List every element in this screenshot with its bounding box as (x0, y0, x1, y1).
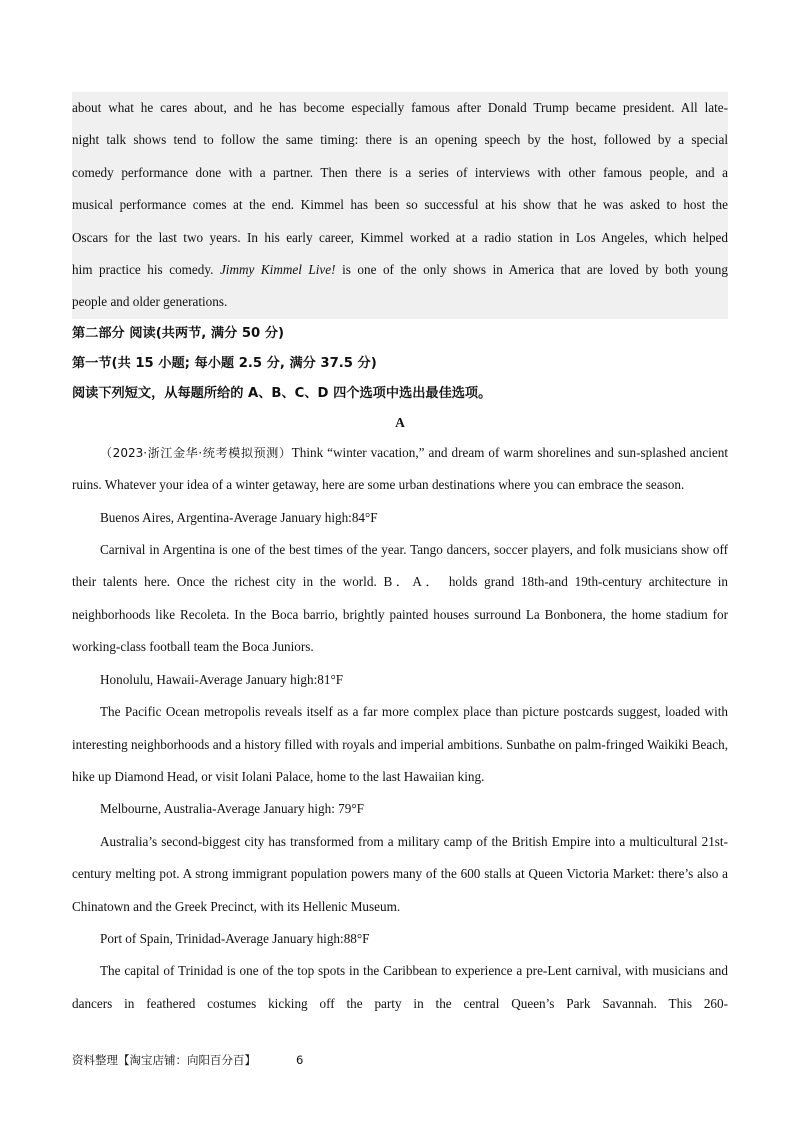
city1-title: Buenos Aires, Argentina-Average January high:84°F (100, 509, 378, 525)
city3-body: Australia’s second-biggest city has transformed from a military camp of the British Empire into a multicultural 21st-century melting pot. A strong immigrant population powers many of the 600 stalls at Queen Victoria Market: there’s also a Chinatown and the Greek Precinct, with its Hellenic Museum. (72, 833, 728, 914)
instruction-heading: 阅读下列短文，从每题所给的 A、B、C、D 四个选项中选出最佳选项。 (72, 385, 492, 401)
shaded-line-6-post: is one of the only shows in America that are loved by both young (335, 262, 728, 278)
section-heading: 第一节(共 15 小题; 每小题 2.5 分, 满分 37.5 分) (72, 355, 377, 371)
city4-body: The capital of Trinidad is one of the top spots in the Caribbean to experience a pre-Lent carnival, with musicians and dancers in feathered costumes kicking off the party in the central Queen’s Park Savannah. This 260- (72, 963, 728, 1011)
part-heading: 第二部分 阅读(共两节, 满分 50 分) (72, 325, 285, 341)
shaded-line-5: Oscars for the last two years. In his early career, Kimmel worked at a radio station in Los Angeles, which helped (72, 229, 728, 245)
shaded-line-3: comedy performance done with a partner. Then there is a series of interviews with other famous people, and a (72, 164, 728, 180)
passage-intro (72, 437, 728, 502)
show-title: Jimmy Kimmel Live! (219, 262, 336, 278)
shaded-line-7: people and older generations. (72, 294, 228, 310)
shaded-line-2: night talk shows tend to follow the same timing: there is an opening speech by the host, followed by a special (72, 132, 728, 148)
document-page (72, 92, 728, 1020)
passage-label: A (395, 414, 405, 430)
page-number: 6 (296, 1053, 304, 1067)
shaded-line-6 (72, 254, 728, 286)
city2-title: Honolulu, Hawaii-Average January high:81°F (100, 671, 344, 687)
shaded-line-6-pre: him practice his comedy. (72, 262, 220, 278)
city3-title: Melbourne, Australia-Average January high: 79°F (100, 801, 364, 817)
shaded-passage-block (72, 92, 728, 319)
footer-text: 资料整理【淘宝店铺：向阳百分百】 (72, 1053, 256, 1067)
city2-body: The Pacific Ocean metropolis reveals itself as a far more complex place than picture postcards suggest, loaded with interesting neighborhoods and a history filled with royals and imperial ambitions. Sunbathe on palm-fringed Waikiki Beach, hike up Diamond Head, or visit Iolani Palace, home to the last Hawaiian king. (72, 704, 728, 784)
city1-body: Carnival in Argentina is one of the best times of the year. Tango dancers, soccer players, and folk musicians show off their talents here. Once the richest city in the world. B．A． holds grand 18th-and 19th-century architecture in neighborhoods like Recoleta. In the Boca barrio, brightly painted houses surround La Bonbonera, the home stadium for working-class football team the Boca Juniors. (72, 542, 728, 655)
shaded-line-4: musical performance comes at the end. Kimmel has been so successful at his show that he was asked to host the (72, 197, 728, 213)
page-footer (72, 1052, 303, 1068)
passage-intro-text: Think “winter vacation,” and dream of warm shorelines and sun-splashed ancient ruins. Whatever your idea of a winter getaway, here are some urban destinations where you can embrace the season. (72, 444, 729, 493)
city4-title: Port of Spain, Trinidad-Average January high:88°F (100, 930, 370, 946)
passage-source: （2023·浙江金华·统考模拟预测） (100, 445, 292, 460)
shaded-line-1: about what he cares about, and he has become especially famous after Donald Trump became president. All late- (72, 100, 728, 115)
